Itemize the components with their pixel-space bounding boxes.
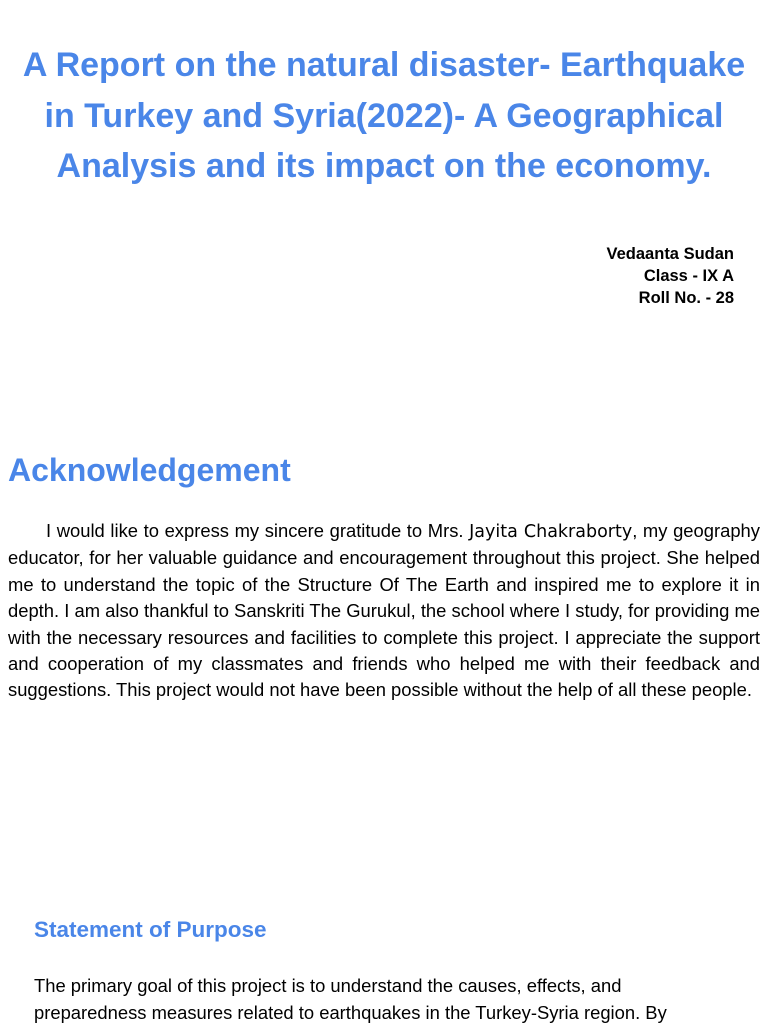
- author-roll-number: Roll No. - 28: [638, 289, 734, 307]
- report-title: A Report on the natural disaster- Earthquake in Turkey and Syria(2022)- A Geographical Analysis and its impact on the economy.: [22, 46, 746, 185]
- statement-line-1: The primary goal of this project is to understand the causes, effects, and: [34, 975, 622, 996]
- author-name: Vedaanta Sudan: [606, 245, 734, 263]
- mentor-name: Jayita Chakraborty: [469, 522, 633, 542]
- acknowledgement-text-start: I would like to express my sincere gratitude to Mrs.: [46, 520, 470, 541]
- author-block: [607, 243, 734, 309]
- statement-of-purpose-paragraph: [34, 972, 734, 1024]
- author-class: Class - IX A: [643, 267, 734, 285]
- acknowledgement-text-end: , my geography educator, for her valuable guidance and encouragement throughout this project. She helped me to understand the topic of the Structure Of The Earth and inspired me to explore it in depth. I am also thankful to Sanskriti The Gurukul, the school where I study, for providing me with the necessary resources and facilities to complete this project. I appreciate the support and cooperation of my classmates and friends who helped me with their feedback and suggestions. This project would not have been possible without the help of all these people.: [8, 520, 760, 701]
- acknowledgement-paragraph: [8, 518, 760, 704]
- acknowledgement-heading: Acknowledgement: [8, 452, 291, 488]
- statement-line-2: preparedness measures related to earthquakes in the Turkey-Syria region. By: [34, 1002, 667, 1023]
- statement-of-purpose-heading: Statement of Purpose: [34, 917, 267, 942]
